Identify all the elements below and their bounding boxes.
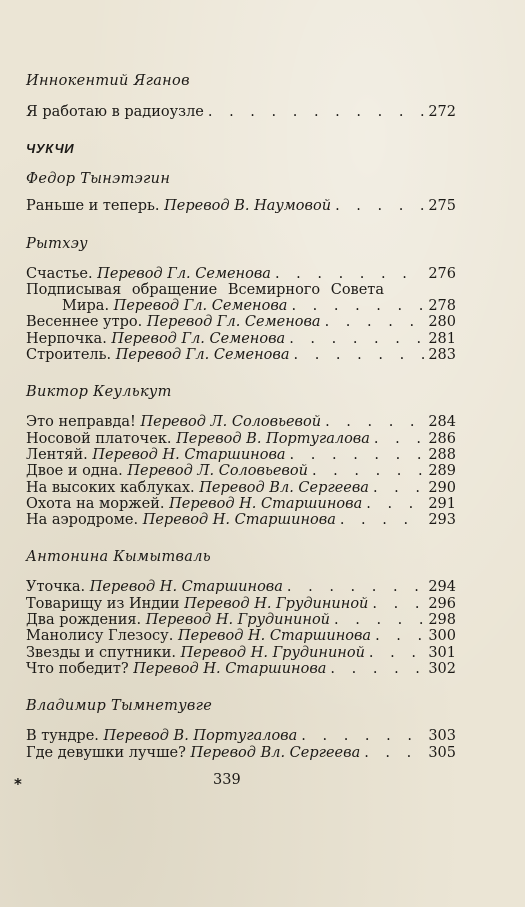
leader-dots [372, 596, 424, 612]
entry-page: 278 [428, 298, 456, 315]
leader-dots [374, 431, 424, 447]
entry-page: 305 [428, 744, 456, 761]
toc-entry [26, 645, 456, 661]
leader-dots [330, 661, 424, 677]
entry-title: Носовой платочек. Перевод В. Португалова [26, 430, 370, 447]
entry-title: Лентяй. Перевод Н. Старшинова [26, 446, 286, 463]
entry-title: В тундре. Перевод В. Португалова [26, 728, 298, 745]
toc-entry [26, 628, 456, 644]
toc-entry [26, 331, 456, 347]
entry-page: 294 [428, 579, 456, 596]
entry-title: Охота на моржей. Перевод Н. Старшинова [26, 495, 363, 512]
entry-page: 283 [428, 347, 456, 364]
leader-dots [373, 480, 424, 496]
toc-entry [26, 463, 456, 479]
toc-entry [26, 314, 456, 330]
toc-entry [26, 282, 456, 298]
toc-entry [26, 745, 456, 761]
entry-page: 298 [428, 612, 456, 629]
toc-entry [26, 661, 456, 677]
entry-page: 293 [428, 512, 456, 529]
entry-page: 288 [428, 446, 456, 463]
entry-title: Раньше и теперь. Перевод В. Наумовой [26, 198, 332, 215]
leader-dots [287, 579, 424, 595]
toc-entry-continuation [26, 298, 456, 314]
leader-dots [294, 347, 425, 363]
author-name: Иннокентий Яганов [26, 73, 190, 89]
toc-entry [26, 480, 456, 496]
leader-dots [325, 414, 424, 430]
leader-dots [275, 266, 424, 282]
entry-page: 272 [428, 104, 456, 120]
leader-dots [369, 645, 424, 661]
leader-dots [290, 447, 425, 463]
toc-entry [26, 347, 456, 363]
leader-dots [208, 104, 424, 120]
toc-entry [26, 579, 456, 595]
entry-title: Счастье. Перевод Гл. Семенова [26, 265, 271, 282]
author-name: Федор Тынэтэгин [26, 171, 171, 188]
entry-title: Что победит? Перевод Н. Старшинова [26, 660, 327, 677]
footer-asterisk: * [14, 775, 22, 793]
leader-dots [312, 463, 424, 479]
toc-entry [26, 414, 456, 430]
entry-title: Весеннее утро. Перевод Гл. Семенова [26, 314, 321, 331]
entry-page: 280 [428, 314, 456, 331]
toc-entry [26, 198, 456, 214]
toc-entry [26, 104, 456, 120]
leader-dots [289, 331, 424, 347]
entry-title: Подписывая обращение Всемирного Совета [26, 281, 384, 298]
entry-title: Я работаю в радиоузле [26, 104, 204, 120]
author-name: Рытхэу [26, 235, 88, 252]
entry-title: Нерпочка. Перевод Гл. Семенова [26, 330, 286, 347]
table-of-contents [26, 72, 456, 761]
toc-entry [26, 728, 456, 744]
entry-page: 275 [428, 198, 456, 215]
entry-page: 281 [428, 330, 456, 347]
entry-title: Мира. Перевод Гл. Семенова [62, 298, 288, 315]
author-name: Виктор Кеулькут [26, 384, 172, 401]
leader-dots [334, 612, 424, 628]
entry-title: Где девушки лучше? Перевод Вл. Сергеева [26, 744, 361, 761]
entry-title: Звезды и спутники. Перевод Н. Грудининой [26, 644, 365, 661]
author-name: Антонина Кымытваль [26, 549, 211, 566]
toc-entry [26, 612, 456, 628]
entry-page: 276 [428, 265, 456, 282]
toc-entry [26, 447, 456, 463]
entry-page: 291 [428, 495, 456, 512]
entry-title: На аэродроме. Перевод Н. Старшинова [26, 512, 336, 529]
leader-dots [366, 496, 424, 512]
leader-dots [364, 745, 424, 761]
leader-dots [301, 728, 424, 744]
entry-title: На высоких каблуках. Перевод Вл. Сергеева [26, 479, 369, 496]
entry-page: 302 [428, 660, 456, 677]
entry-page: 286 [428, 430, 456, 447]
leader-dots [375, 628, 424, 644]
entry-title: Манолису Глезосу. Перевод Н. Старшинова [26, 628, 372, 645]
toc-entry [26, 512, 456, 528]
leader-dots [325, 314, 425, 330]
entry-title: Товарищу из Индии Перевод Н. Грудининой [26, 595, 369, 612]
author-name: Владимир Тымнетувге [26, 698, 213, 715]
entry-title: Два рождения. Перевод Н. Грудининой [26, 612, 331, 629]
entry-page: 303 [428, 728, 456, 745]
leader-dots [291, 298, 424, 314]
entry-page: 290 [428, 479, 456, 496]
leader-dots [335, 198, 424, 214]
entry-page: 289 [428, 463, 456, 480]
toc-entry [26, 496, 456, 512]
toc-entry [26, 266, 456, 282]
section-heading: ЧУКЧИ [26, 141, 75, 157]
entry-title: Двое и одна. Перевод Л. Соловьевой [26, 463, 308, 480]
toc-entry [26, 431, 456, 447]
toc-entry [26, 596, 456, 612]
entry-title: Уточка. Перевод Н. Старшинова [26, 579, 283, 596]
entry-page: 284 [428, 414, 456, 431]
leader-dots [340, 512, 424, 528]
entry-page: 296 [428, 595, 456, 612]
entry-title: Строитель. Перевод Гл. Семенова [26, 347, 290, 364]
entry-page: 300 [428, 628, 456, 645]
page-number: 339 [213, 772, 241, 788]
entry-title: Это неправда! Перевод Л. Соловьевой [26, 414, 322, 431]
entry-page: 301 [428, 644, 456, 661]
